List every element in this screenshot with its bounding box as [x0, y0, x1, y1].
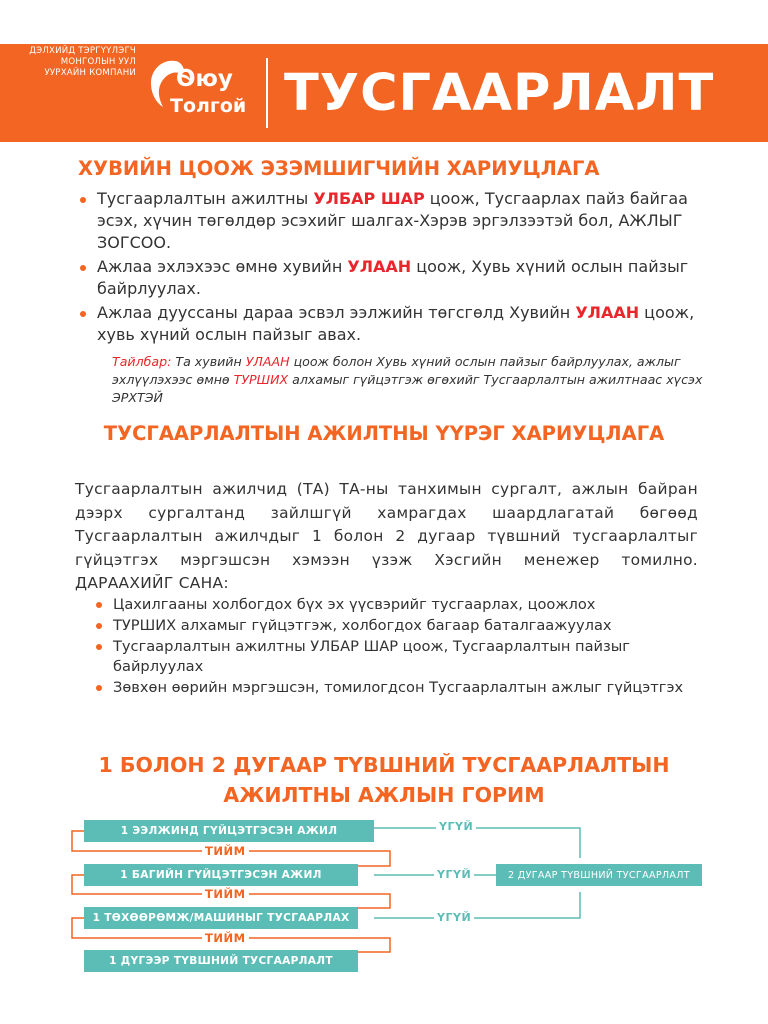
item-text: цоож, хувь хүний ослын пайзыг авах. [97, 303, 695, 344]
item-text: Ажлаа эхлэхээс өмнө хувийн [97, 257, 348, 276]
no-label: ҮГҮЙ [434, 911, 474, 924]
yes-label: ТИЙМ [202, 931, 249, 945]
note-text: цоож болон Хувь хүний ослын пайзыг байрлуулах, ажлыг эхлүүлэхээс өмнө [112, 354, 681, 387]
no-label: ҮГҮЙ [434, 868, 474, 881]
flow-box-team-work: 1 БАГИЙН ГҮЙЦЭТГЭСЭН АЖИЛ [84, 864, 358, 886]
flow-box-equipment-isolation: 1 ТӨХӨӨРӨМЖ/МАШИНЫГ ТУСГААРЛАХ [84, 907, 358, 929]
tagline-line: МОНГОЛЫН УУЛ [60, 57, 136, 67]
flow-box-level-2-isolation: 2 ДУГААР ТҮВШНИЙ ТУСГААРЛАЛТ [496, 864, 702, 886]
item-emphasis: УЛААН [575, 303, 640, 322]
tagline-line: ДЭЛХИЙД ТЭРГҮҮЛЭГЧ [29, 46, 136, 56]
yes-label: ТИЙМ [202, 844, 249, 858]
list-item: ТУРШИХ алхамыг гүйцэтгэж, холбогдох багаар баталгаажуулах [94, 616, 694, 636]
tagline-line: УУРХАЙН КОМПАНИ [44, 68, 136, 78]
no-label: ҮГҮЙ [436, 820, 476, 833]
note-emphasis: ТУРШИХ [233, 372, 289, 387]
section-2-paragraph: Тусгаарлалтын ажилчид (ТА) ТА-ны танхимын сургалт, ажлын байран дээрх сургалтанд зайлшгүй хамрагдах шаардлагатай бөгөөд Тусгаарлалтын ажилчдыг 1 болон 2 дугаар түвшний тусгаарлалтыг гүйцэтгэх мэргэшсэн хэмээн үзэж Хэсгийн менежер томилно. ДАРААХИЙГ САНА: [75, 480, 698, 592]
item-text: цоож, Тусгаарлах пайз байгаа эсэх, хүчин төгөлдөр эсэхийг шалгах-Хэрэв эргэлзээтэй бол, АЖЛЫГ ЗОГСОО. [97, 189, 688, 252]
connector-no-1 [374, 828, 580, 858]
section-1-title: ХУВИЙН ЦООЖ ЭЗЭМШИГЧИЙН ХАРИУЦЛАГА [78, 157, 600, 180]
item-text: Тусгаарлалтын ажилтны [97, 189, 314, 208]
list-item: Зөвхөн өөрийн мэргэшсэн, томилогдсон Тусгаарлалтын ажлыг гүйцэтгэх [94, 678, 694, 698]
item-text: Ажлаа дууссаны дараа эсвэл ээлжийн төгсгөлд Хувийн [97, 303, 576, 322]
list-item: Тусгаарлалтын ажилтны УЛБАР ШАР цоож, Тусгаарлалтын пайзыг байрлуулах [94, 637, 694, 676]
connector-no-3 [374, 892, 580, 918]
logo-line-2: Толгой [170, 95, 247, 117]
note-text: Та хувийн [171, 354, 246, 369]
flow-box-level-1-isolation: 1 ДҮГЭЭР ТҮВШНИЙ ТУСГААРЛАЛТ [84, 950, 358, 972]
yes-label: ТИЙМ [202, 887, 249, 901]
item-emphasis: УЛААН [347, 257, 412, 276]
page-title: ТУСГААРЛАЛТ [284, 64, 715, 123]
section-2-title: ТУСГААРЛАЛТЫН АЖИЛТНЫ ҮҮРЭГ ХАРИУЦЛАГА [103, 422, 665, 445]
note-label: Тайлбар: [112, 354, 172, 369]
section-3-title: 1 БОЛОН 2 ДУГААР ТҮВШНИЙ ТУСГААРЛАЛТЫН АЖИЛТНЫ АЖЛЫН ГОРИМ [98, 753, 670, 807]
item-text: цоож, Хувь хүний ослын пайзыг байрлуулах. [97, 257, 689, 298]
item-emphasis: УЛБАР ШАР [313, 189, 425, 208]
flow-box-shift-work: 1 ЭЭЛЖИНД ГҮЙЦЭТГЭСЭН АЖИЛ [84, 820, 374, 842]
logo-line-1: Оюу [176, 66, 233, 92]
note-text: алхамыг гүйцэтгэж өгөхийг Тусгаарлалтын ажилтнаас хүсэх ЭРХТЭЙ [112, 372, 703, 405]
list-item: Цахилгааны холбогдох бүх эх үүсвэрийг тусгаарлах, цоожлох [94, 595, 694, 615]
note-emphasis: УЛААН [245, 354, 290, 369]
